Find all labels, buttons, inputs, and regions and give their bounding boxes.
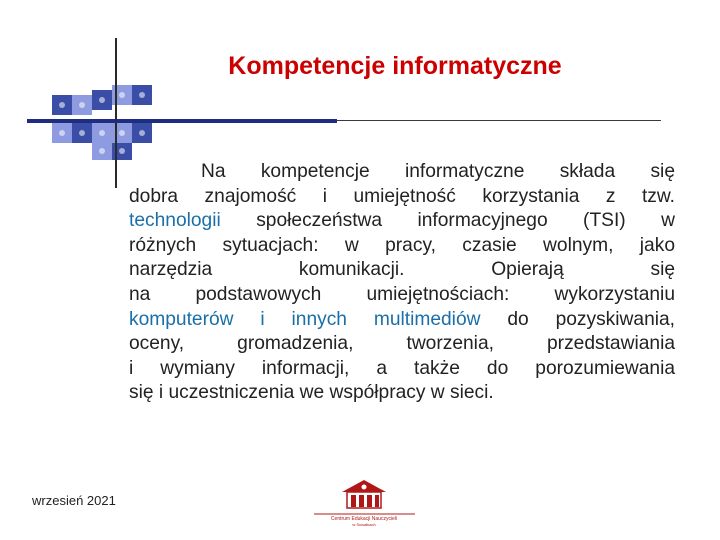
slide-body <box>129 160 675 406</box>
body-line <box>129 209 675 234</box>
institution-logo <box>312 476 417 528</box>
body-line: i wymiany informacji, a także do porozumiewania <box>129 357 675 379</box>
body-line: się i uczestniczenia we współpracy w sieci. <box>129 382 494 404</box>
body-line: różnych sytuacjach: w pracy, czasie wolnym, jako <box>129 234 675 256</box>
accent-bar <box>27 119 337 123</box>
slide-title: Kompetencje informatyczne <box>228 52 562 80</box>
body-line <box>129 308 675 333</box>
body-text-segment: społeczeństwa informacyjnego (TSI) w <box>220 210 675 232</box>
link-komputerow[interactable]: komputerów i innych multimediów <box>129 308 481 330</box>
footer-date: wrzesień 2021 <box>32 493 116 508</box>
body-line: oceny, gromadzenia, tworzenia, przedstawiania <box>129 333 675 355</box>
vertical-divider <box>115 38 117 188</box>
body-line: Na kompetencje informatyczne składa się <box>201 161 675 182</box>
body-text-segment: do pozyskiwania, <box>480 308 676 330</box>
body-line: dobra znajomość i umiejętność korzystania z tzw. <box>129 185 675 207</box>
body-line: narzędzia komunikacji. Opierają się <box>129 259 675 281</box>
svg-text:Centrum Edukacji Nauczycieli: Centrum Edukacji Nauczycieli <box>330 516 398 522</box>
link-technologii[interactable]: technologii <box>129 210 221 232</box>
horizontal-divider <box>337 120 661 121</box>
svg-text:w Suwałkach: w Suwałkach <box>352 522 376 527</box>
body-line: na podstawowych umiejętnościach: wykorzystaniu <box>129 283 675 305</box>
